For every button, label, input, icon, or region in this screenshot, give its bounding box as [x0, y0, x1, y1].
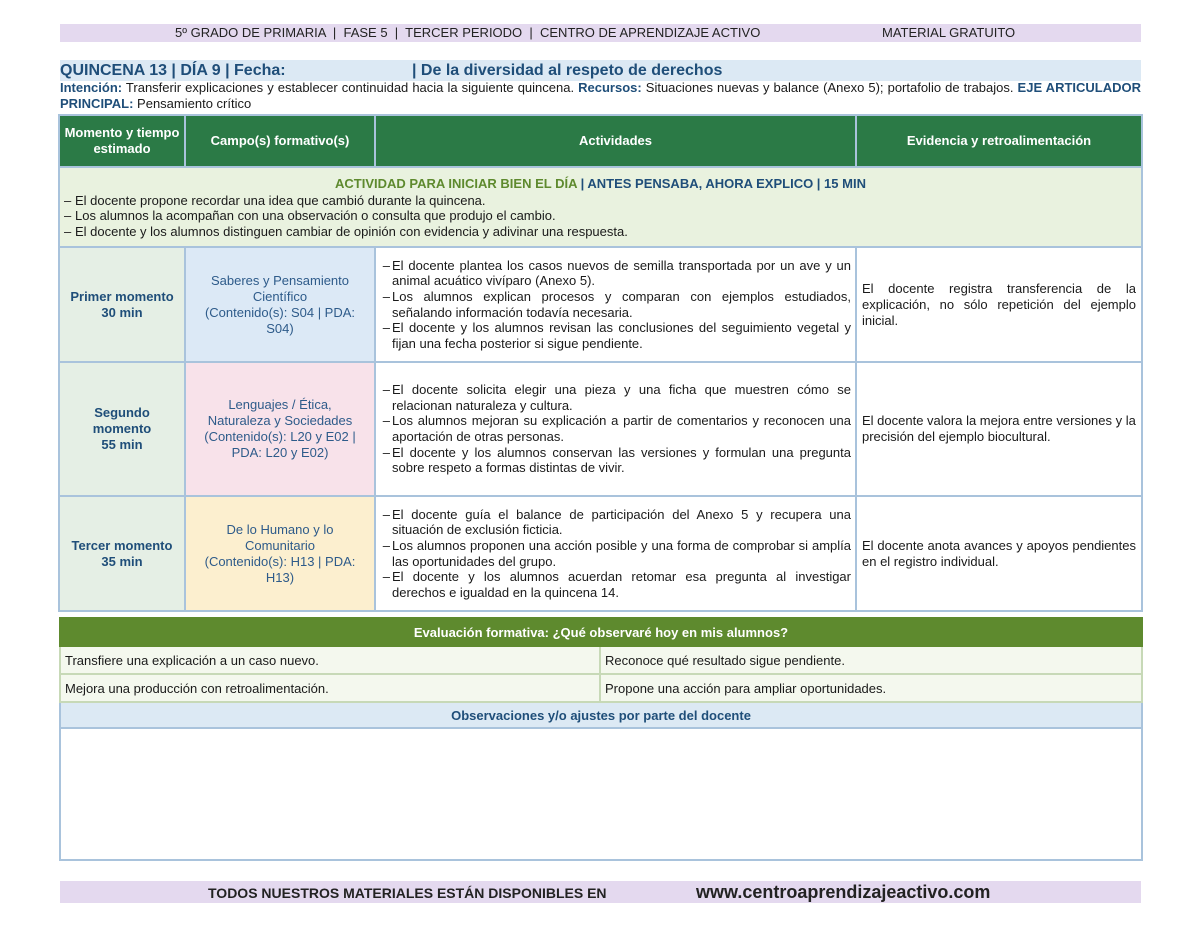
moment-cell: Segundo momento 55 min	[59, 362, 185, 496]
campo-cell: De lo Humano y lo Comunitario (Contenido(s): H13 | PDA: H13)	[185, 496, 375, 611]
intent-text: Transferir explicaciones y establecer continuidad hacia la siguiente quincena.	[122, 80, 579, 95]
start-activity-row	[59, 167, 1142, 247]
list-item: – Los alumnos la acompañan con una observación o consulta que produjo el cambio.	[64, 208, 556, 223]
header-campo: Campo(s) formativo(s)	[185, 115, 375, 167]
footer-text: TODOS NUESTROS MATERIALES ESTÁN DISPONIBLES EN	[208, 885, 607, 901]
table-row	[59, 362, 1142, 496]
table-header-row	[59, 115, 1142, 167]
axis-label: EJE ARTICULADOR PRINCIPAL:	[60, 80, 1142, 111]
list-item: – El docente y los alumnos acuerdan retomar esa pregunta al investigar derechos e igualdad en la quincena 14.	[382, 569, 851, 600]
list-item: – El docente propone recordar una idea que cambió durante la quincena.	[64, 192, 486, 208]
header-evidencia: Evidencia y retroalimentación	[856, 115, 1142, 167]
list-item: – El docente plantea los casos nuevos de semilla transportada por un ave y un animal acuático vivíparo (Anexo 5).	[382, 257, 851, 289]
footer-bar	[60, 881, 1141, 903]
evaluation-item: Transfiere una explicación a un caso nuevo.	[60, 646, 600, 674]
list-item: – El docente y los alumnos conservan las versiones y formulan una pregunta sobre respeto a formas distintas de vivir.	[382, 444, 851, 476]
moment-cell: Tercer momento 35 min	[59, 496, 185, 611]
list-item: – El docente y los alumnos revisan las conclusiones del seguimiento vegetal y fijan una fecha posterior si sigue pendiente.	[382, 320, 851, 351]
intent-label: Intención:	[60, 80, 123, 95]
list-item: – Los alumnos proponen una acción posible y una forma de comprobar si amplía las oportunidades del grupo.	[382, 537, 851, 569]
campo-cell: Saberes y Pensamiento Científico (Contenido(s): S04 | PDA: S04)	[185, 247, 375, 362]
evaluation-item: Mejora una producción con retroalimentación.	[60, 674, 600, 702]
activities-cell	[375, 362, 856, 496]
list-item: – Los alumnos mejoran su explicación a partir de comentarios y reconocen una aportación de otras personas.	[382, 413, 851, 444]
list-item: – El docente solicita elegir una pieza y una ficha que muestren cómo se relacionan naturaleza y cultura.	[382, 382, 851, 413]
header-actividades: Actividades	[375, 115, 856, 167]
evidence-cell: El docente anota avances y apoyos pendientes en el registro individual.	[856, 496, 1142, 611]
page-title	[60, 60, 1141, 81]
observations-title: Observaciones y/o ajustes por parte del docente	[60, 702, 1142, 728]
axis-text: Pensamiento crítico	[133, 95, 252, 111]
title-session: QUINCENA 13 | DÍA 9 | Fecha:	[60, 62, 286, 79]
evidence-cell: El docente registra transferencia de la explicación, no sólo repetición del ejemplo inicial.	[856, 247, 1142, 362]
evaluation-title: Evaluación formativa: ¿Qué observaré hoy en mis alumnos?	[60, 618, 1142, 646]
resources-label: Recursos:	[578, 80, 642, 95]
start-activity-title	[64, 176, 1137, 192]
activities-cell	[375, 247, 856, 362]
list-item: – El docente guía el balance de participación del Anexo 5 y recupera una situación de exclusión ficticia.	[382, 506, 851, 538]
start-activity-cell	[59, 167, 1142, 247]
activities-cell	[375, 496, 856, 611]
list-item: – Los alumnos explican procesos y comparan con ejemplos estudiados, señalando información todavía necesaria.	[382, 288, 851, 320]
evidence-cell: El docente valora la mejora entre versiones y la precisión del ejemplo biocultural.	[856, 362, 1142, 496]
campo-cell: Lenguajes / Ética, Naturaleza y Sociedades (Contenido(s): L20 y E02 | PDA: L20 y E02)	[185, 362, 375, 496]
title-topic: | De la diversidad al respeto de derechos	[412, 62, 723, 79]
list-item: – El docente y los alumnos distinguen cambiar de opinión con evidencia y adivinar una respuesta.	[64, 223, 628, 239]
header-momento: Momento y tiempo estimado	[59, 115, 185, 167]
header-free-material: MATERIAL GRATUITO	[882, 25, 1016, 40]
evaluation-item: Reconoce qué resultado sigue pendiente.	[600, 646, 1142, 674]
start-title-blue: | ANTES PENSABA, AHORA EXPLICO | 15 MIN	[576, 176, 866, 191]
formative-evaluation-table	[59, 617, 1143, 861]
table-row	[59, 496, 1142, 611]
evaluation-item: Propone una acción para ampliar oportunidades.	[600, 674, 1142, 702]
lesson-plan-table	[58, 114, 1143, 612]
footer-url-link[interactable]: www.centroaprendizajeactivo.com	[696, 882, 991, 902]
resources-text: Situaciones nuevas y balance (Anexo 5); portafolio de trabajos.	[641, 80, 1018, 95]
start-title-green: ACTIVIDAD PARA INICIAR BIEN EL DÍA	[335, 176, 577, 191]
moment-cell: Primer momento 30 min	[59, 247, 185, 362]
header-grade-info: 5º GRADO DE PRIMARIA | FASE 5 | TERCER PERIODO | CENTRO DE APRENDIZAJE ACTIVO	[175, 25, 761, 40]
intent-paragraph	[60, 80, 1141, 111]
header-bar	[60, 24, 1141, 42]
table-row	[59, 247, 1142, 362]
observations-box[interactable]	[60, 728, 1142, 860]
